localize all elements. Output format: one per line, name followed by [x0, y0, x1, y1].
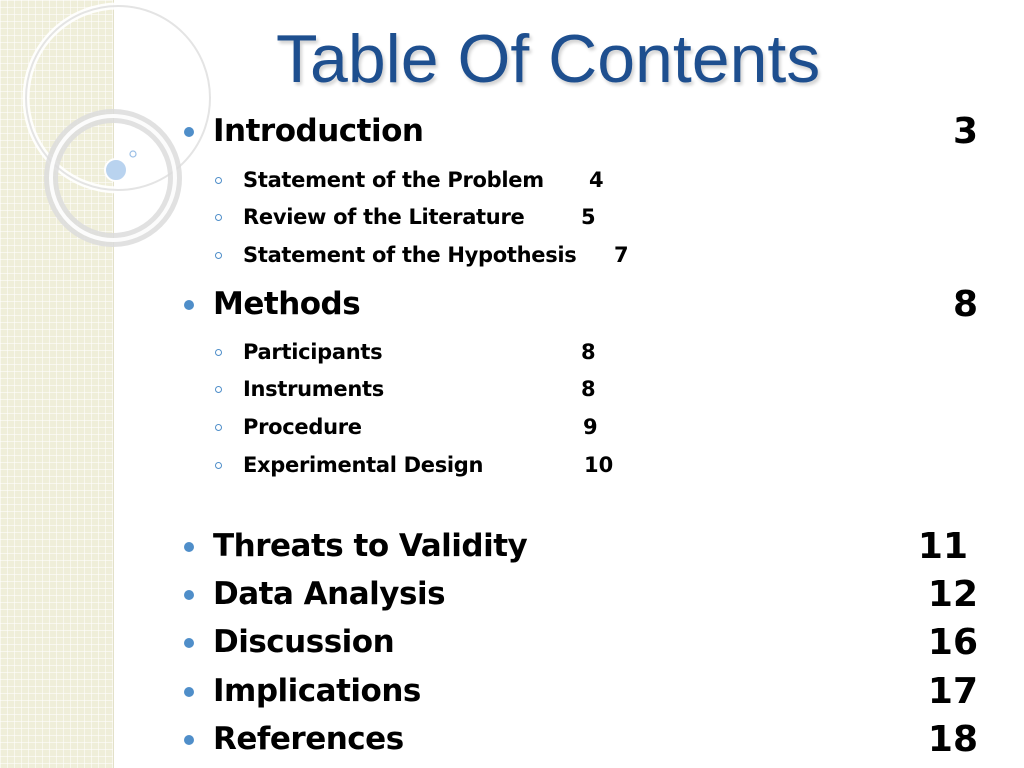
toc-subitem-page: 9 — [583, 415, 598, 439]
sub-bullet-icon — [215, 252, 222, 259]
toc-subitem-page: 5 — [581, 205, 596, 229]
toc-subitem-procedure — [0, 415, 1024, 455]
toc-subitem-page: 4 — [589, 168, 604, 192]
toc-item-implications — [0, 673, 1024, 713]
toc-item-page: 12 — [927, 574, 978, 615]
sub-bullet-icon — [215, 424, 222, 431]
bullet-icon — [184, 687, 194, 697]
sub-bullet-icon — [215, 462, 222, 469]
toc-item-page: 16 — [927, 622, 978, 663]
toc-subitem-label: Statement of the Problem — [243, 168, 544, 192]
toc-item-page: 8 — [952, 284, 978, 325]
toc-item-label: Introduction — [213, 113, 424, 149]
sub-bullet-icon — [215, 386, 222, 393]
bullet-icon — [184, 127, 194, 137]
toc-subitem-label: Statement of the Hypothesis — [243, 243, 577, 267]
toc-item-page: 11 — [917, 526, 968, 567]
toc-item-data-analysis — [0, 576, 1024, 616]
sub-bullet-icon — [215, 177, 222, 184]
bullet-icon — [184, 590, 194, 600]
toc-item-label: Data Analysis — [213, 576, 446, 612]
toc-item-label: Threats to Validity — [213, 528, 528, 564]
toc-item-label: Implications — [213, 673, 421, 709]
toc-item-page: 18 — [927, 719, 978, 760]
toc-subitem-page: 7 — [614, 243, 629, 267]
sub-bullet-icon — [215, 214, 222, 221]
toc-subitem-label: Experimental Design — [243, 453, 484, 477]
bullet-icon — [184, 300, 194, 310]
toc-subitem-participants — [0, 340, 1024, 380]
toc-subitem-instruments — [0, 377, 1024, 417]
toc-subitem-label: Review of the Literature — [243, 205, 525, 229]
toc-item-discussion — [0, 624, 1024, 664]
toc-subitem-review-literature — [0, 205, 1024, 245]
toc-subitem-statement-hypothesis — [0, 243, 1024, 283]
toc-subitem-page: 8 — [581, 377, 596, 401]
toc-subitem-experimental-design — [0, 453, 1024, 493]
toc-item-references — [0, 721, 1024, 761]
toc-item-threats — [0, 528, 1024, 568]
toc-item-label: Methods — [213, 286, 361, 322]
toc-item-label: References — [213, 721, 404, 757]
toc-subitem-page: 10 — [584, 453, 614, 477]
toc-subitem-statement-problem — [0, 168, 1024, 208]
toc-subitem-label: Instruments — [243, 377, 384, 401]
toc-subitem-label: Procedure — [243, 415, 362, 439]
toc-item-introduction — [0, 113, 1024, 153]
toc-subitem-page: 8 — [581, 340, 596, 364]
bullet-icon — [184, 542, 194, 552]
toc-item-page: 3 — [952, 111, 978, 152]
page-title: Table Of Contents — [276, 21, 821, 97]
toc-item-methods — [0, 286, 1024, 326]
toc-item-label: Discussion — [213, 624, 395, 660]
bullet-icon — [184, 735, 194, 745]
toc-subitem-label: Participants — [243, 340, 383, 364]
sub-bullet-icon — [215, 349, 222, 356]
toc-item-page: 17 — [927, 671, 978, 712]
bullet-icon — [184, 638, 194, 648]
